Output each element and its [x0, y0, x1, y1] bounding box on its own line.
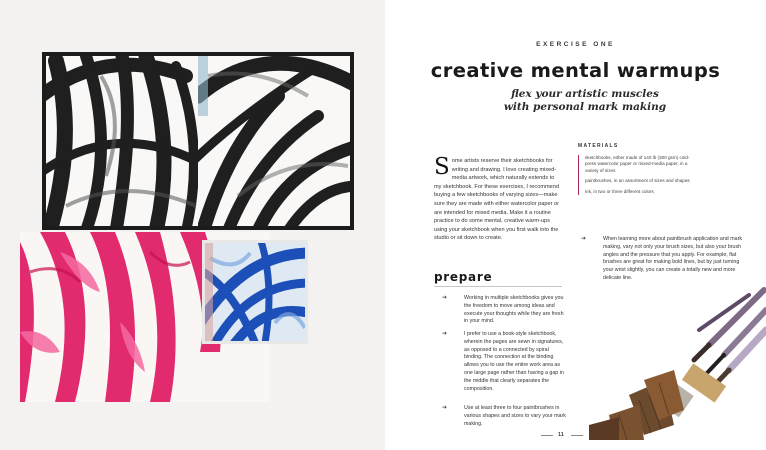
cobalt-brushstroke-art — [205, 243, 305, 341]
text-page — [385, 0, 766, 450]
prepare-bullet — [442, 295, 567, 326]
prepare-bullet-text: Working in multiple sketchbooks gives you the freedom to move among ideas and execute your thoughts while they are fresh in your mind. — [464, 295, 564, 325]
prepare-bullet-text: I prefer to use a book-style sketchbook, wherein the pages are sewn in signatures, as opposed to a connected by spiral binding. The connection at the binding allows you to use the entire work area as one large page rather than having a gap in the middle that clearly separates the composition. — [464, 331, 564, 392]
tip-bullet — [581, 236, 745, 283]
materials-item: ink, in two or three different colors — [585, 188, 654, 194]
materials-heading: MATERIALS — [578, 143, 619, 149]
subtitle-line-2: with personal mark making — [503, 101, 667, 113]
paintbrushes-photo — [589, 285, 766, 440]
black-brushstroke-art-left — [46, 56, 198, 226]
exercise-kicker: EXERCISE ONE — [536, 41, 615, 48]
paintbrushes-illustration — [589, 285, 766, 440]
prepare-bullet-text: Use at least three to four paintbrushes in various shapes and sizes to vary your mark making. — [464, 405, 566, 427]
intro-paragraph — [434, 154, 560, 243]
tip-text: When learning more about paintbrush application and mark making, vary not only your brush sizes, but also your brush angles and the pressure that you apply. For example, flat brushes are great for making bold lines, but by just turning your wrist slightly, you can create a totally new and more delicate line. — [603, 236, 742, 281]
black-brushstroke-art-right — [198, 56, 350, 226]
drop-cap: S — [434, 154, 450, 180]
intro-text: ome artists reserve their sketchbooks for writing and drawing. I love creating mixed-media artwork, which naturally extends to my sketchbook. For these exercises, I recommend buying a few sketchbooks of varying sizes—make sure they are made with either watercolor paper or are intended for mixed media. Make it a routine practice to do some mental, creative warm-ups using your sketchbook when you first walk into the studio or sit down to create. — [434, 158, 559, 242]
arrow-icon: ➔ — [442, 295, 448, 301]
page-subtitle — [485, 88, 685, 114]
prepare-bullet — [442, 331, 567, 393]
page-title: creative mental warmups — [430, 59, 721, 82]
arrow-icon: ➔ — [581, 236, 587, 242]
sketchbook-page-right — [198, 56, 350, 226]
prepare-divider — [434, 286, 562, 287]
materials-item: sketchbooks, either made of 140 lb (300 gsm) cold-press watercolor paper or mixed-media paper, in a variety of sizes — [585, 155, 690, 173]
open-sketchbook-black — [42, 52, 354, 230]
subtitle-line-1: flex your artistic muscles — [511, 88, 659, 100]
arrow-icon: ➔ — [442, 331, 448, 337]
blue-sketchbook — [202, 240, 308, 344]
materials-item: paintbrushes, in an assortment of sizes and shapes — [585, 178, 690, 184]
prepare-heading: prepare — [434, 270, 493, 284]
prepare-bullet — [442, 405, 567, 428]
materials-list — [578, 155, 698, 195]
sketchbook-page-left — [46, 56, 198, 226]
arrow-icon: ➔ — [442, 405, 448, 411]
materials-sidebar — [578, 143, 698, 199]
page-number: 11 — [558, 432, 564, 438]
